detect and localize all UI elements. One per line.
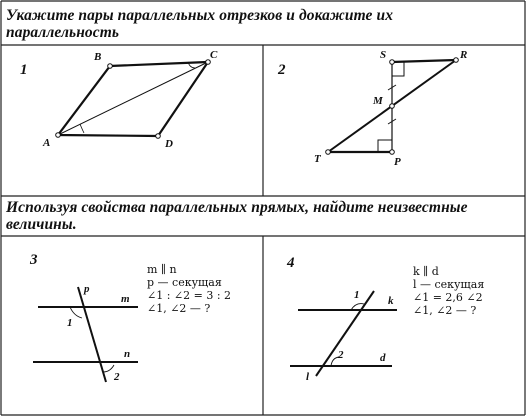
problem-3-condition: p — секущая xyxy=(147,276,222,289)
problem-3-conditions xyxy=(147,263,231,315)
problem-4-condition: k ∥ d xyxy=(413,265,439,278)
label-d-line: d xyxy=(380,352,386,364)
label-m-line: m xyxy=(121,293,130,305)
section-2-heading-line-2: величины. xyxy=(6,216,77,233)
point-m xyxy=(390,104,395,109)
problem-4-conditions xyxy=(413,265,484,317)
section-1-heading-line-2: параллельность xyxy=(6,24,120,41)
line-p xyxy=(78,287,106,382)
section-2-heading xyxy=(6,199,468,233)
label-p-line: p xyxy=(84,283,90,295)
point-r xyxy=(454,58,459,63)
problem-4-condition: l — секущая xyxy=(413,278,485,291)
label-b: B xyxy=(94,51,102,63)
problem-number-1: 1 xyxy=(20,62,28,78)
label-angle-1: 1 xyxy=(67,317,73,329)
problem-number-3: 3 xyxy=(30,252,38,268)
problem-4-condition: ∠1 = 2,6 ∠2 xyxy=(413,291,483,304)
point-s xyxy=(390,60,395,65)
line-l xyxy=(316,291,374,376)
label-angle-1-4: 1 xyxy=(354,289,360,301)
problem-3-condition: ∠1 : ∠2 = 3 : 2 xyxy=(147,289,232,302)
label-a: A xyxy=(43,137,51,149)
point-d xyxy=(156,134,161,139)
label-m: M xyxy=(373,95,383,107)
label-l-line: l xyxy=(306,371,310,383)
problem-number-4: 4 xyxy=(287,255,295,271)
point-t xyxy=(326,150,331,155)
segment-sr xyxy=(392,60,456,62)
section-1-heading-line-1: Укажите пары параллельных отрезков и докажите их xyxy=(6,7,394,24)
label-angle-2: 2 xyxy=(114,371,120,383)
diagonal-ac xyxy=(58,62,208,135)
label-c: C xyxy=(210,49,218,61)
figure-1-parallelogram xyxy=(42,49,218,150)
angle-2-arc xyxy=(103,365,114,372)
label-p: P xyxy=(394,156,401,168)
label-s: S xyxy=(380,49,387,61)
problem-4-condition: ∠1, ∠2 — ? xyxy=(413,304,477,317)
section-2-heading-line-1: Используя свойства параллельных прямых, найдите неизвестные xyxy=(6,199,468,216)
problem-number-2: 2 xyxy=(278,62,286,78)
label-d: D xyxy=(165,138,173,150)
label-r: R xyxy=(460,49,468,61)
figure-4-lines xyxy=(290,289,397,383)
point-b xyxy=(108,64,113,69)
point-a xyxy=(56,133,61,138)
section-1-heading xyxy=(6,7,393,41)
figure-3-lines xyxy=(33,283,138,383)
problem-3-condition: m ∥ n xyxy=(147,263,177,276)
label-n-line: n xyxy=(124,348,131,360)
point-p xyxy=(390,150,395,155)
label-angle-2-4: 2 xyxy=(338,349,344,361)
label-k-line: k xyxy=(388,295,394,307)
angle-mark-a xyxy=(80,124,84,133)
label-t: T xyxy=(314,153,321,165)
problem-3-condition: ∠1, ∠2 — ? xyxy=(147,302,211,315)
figure-2-segments xyxy=(314,49,467,168)
